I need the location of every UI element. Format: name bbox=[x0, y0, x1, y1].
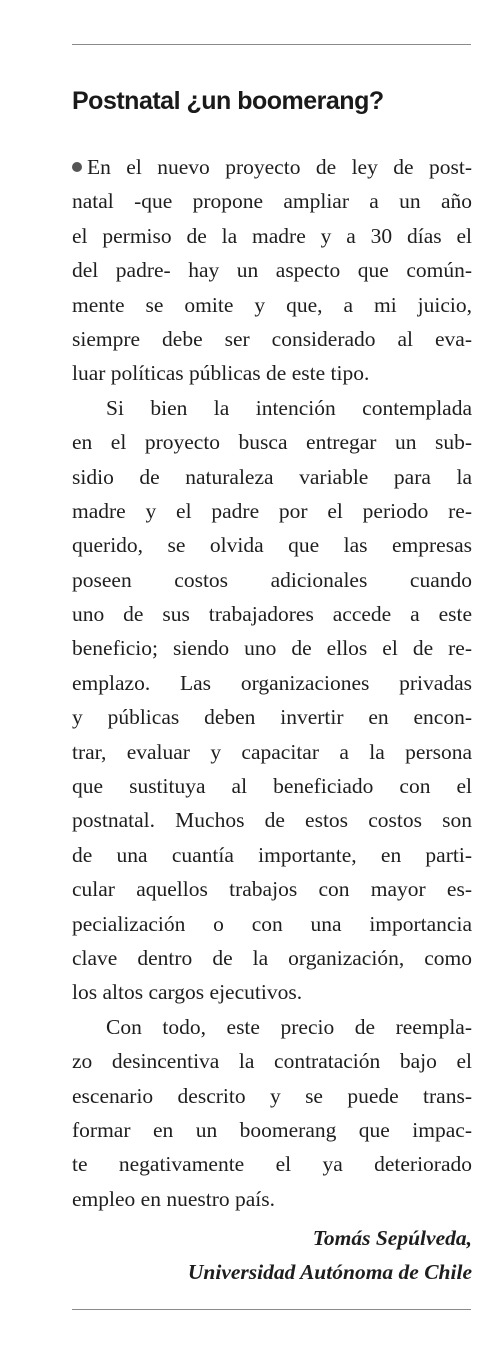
body-line: trar, evaluar y capacitar a la persona bbox=[72, 739, 472, 764]
body-line: siempre debe ser considerado al eva- bbox=[72, 326, 472, 351]
body-line: pecialización o con una importancia bbox=[72, 911, 472, 936]
article-body bbox=[72, 150, 472, 1216]
article-title: Postnatal ¿un boomerang? bbox=[72, 87, 384, 115]
body-line: en el proyecto busca entregar un sub- bbox=[72, 430, 472, 455]
body-line: emplazo. Las organizaciones privadas bbox=[72, 670, 472, 695]
body-line: el permiso de la madre y a 30 días el bbox=[72, 223, 472, 248]
body-line: de una cuantía importante, en parti- bbox=[72, 842, 472, 867]
body-line: Con todo, este precio de reempla- bbox=[106, 1014, 472, 1039]
body-line: luar políticas públicas de este tipo. bbox=[72, 361, 370, 386]
body-line: poseen costos adicionales cuando bbox=[72, 567, 472, 592]
body-line: escenario descrito y se puede trans- bbox=[72, 1083, 472, 1108]
body-line: los altos cargos ejecutivos. bbox=[72, 980, 303, 1005]
body-line: mente se omite y que, a mi juicio, bbox=[72, 292, 472, 317]
author-affiliation: Universidad Autónoma de Chile bbox=[187, 1260, 472, 1284]
author-name: Tomás Sepúlveda, bbox=[312, 1226, 472, 1250]
bullet-icon bbox=[72, 162, 82, 172]
body-line-text: En el nuevo proyecto de ley de post- bbox=[87, 155, 472, 179]
body-line: querido, se olvida que las empresas bbox=[72, 533, 472, 558]
body-line: formar en un boomerang que impac- bbox=[72, 1117, 472, 1142]
body-line: te negativamente el ya deteriorado bbox=[72, 1152, 472, 1177]
body-line: cular aquellos trabajos con mayor es- bbox=[72, 877, 472, 902]
body-line: del padre- hay un aspecto que común- bbox=[72, 258, 472, 283]
paragraph-3 bbox=[72, 1010, 472, 1216]
paragraph-2 bbox=[72, 391, 472, 1010]
body-line: uno de sus trabajadores accede a este bbox=[72, 602, 472, 627]
body-line: postnatal. Muchos de estos costos son bbox=[72, 808, 472, 833]
body-line: empleo en nuestro país. bbox=[72, 1186, 276, 1211]
body-line: que sustituya al beneficiado con el bbox=[72, 774, 472, 799]
top-divider bbox=[72, 44, 471, 45]
body-line: Si bien la intención contemplada bbox=[106, 395, 472, 420]
signature-block bbox=[72, 1221, 472, 1289]
paragraph-1 bbox=[72, 150, 472, 391]
body-line: beneficio; siendo uno de ellos el de re- bbox=[72, 636, 472, 661]
body-line: clave dentro de la organización, como bbox=[72, 945, 472, 970]
body-line: sidio de naturaleza variable para la bbox=[72, 464, 472, 489]
bottom-divider bbox=[72, 1309, 471, 1310]
body-line: madre y el padre por el periodo re- bbox=[72, 498, 472, 523]
body-line bbox=[72, 150, 472, 184]
body-line: natal -que propone ampliar a un año bbox=[72, 189, 472, 214]
body-line: zo desincentiva la contratación bajo el bbox=[72, 1049, 472, 1074]
body-line: y públicas deben invertir en encon- bbox=[72, 705, 472, 730]
